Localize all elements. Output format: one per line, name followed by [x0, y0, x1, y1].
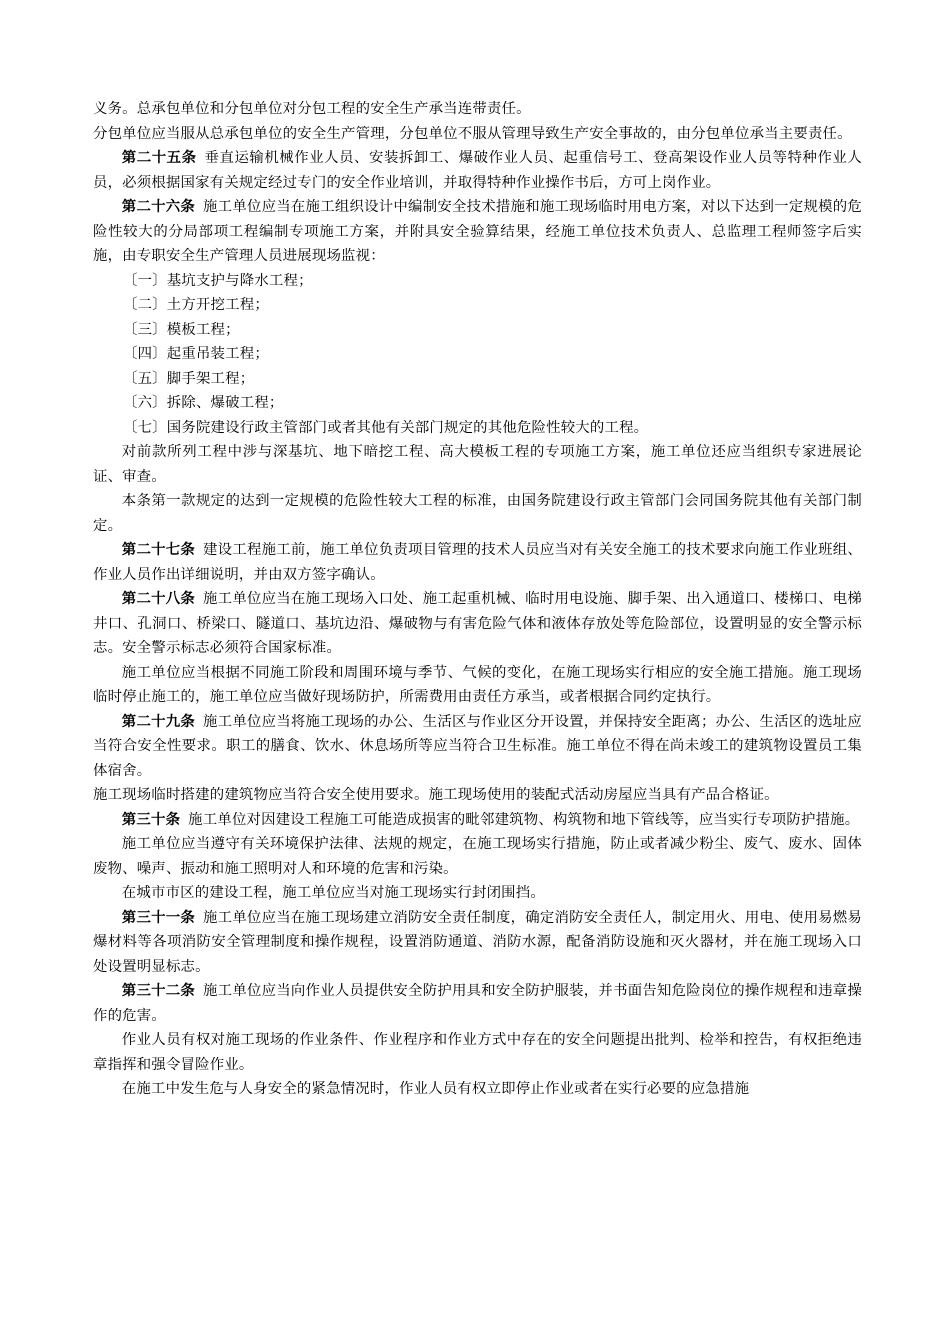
paragraph: [93, 146, 862, 195]
paragraph: [93, 122, 862, 147]
paragraph-text: 施工单位对因建设工程施工可能造成损害的毗邻建筑物、构筑物和地下管线等，应当实行专项防护措施。: [188, 811, 860, 828]
paragraph: [93, 538, 862, 587]
paragraph: [93, 881, 862, 906]
article-number: 第三十条: [121, 810, 181, 828]
paragraph: [93, 832, 862, 881]
paragraph-text: 〔七〕国务院建设行政主管部门或者其他有关部门规定的其他危险性较大的工程。: [123, 419, 649, 436]
article-number: 第二十八条: [121, 590, 196, 607]
paragraph: [93, 195, 862, 269]
paragraph-text: 建设工程施工前，施工单位负责项目管理的技术人员应当对有关安全施工的技术要求向施工作业班组、作业人员作出详细说明，并由双方签字确认。: [93, 542, 862, 583]
paragraph-text: 义务。总承包单位和分包单位对分包工程的安全生产承当连带责任。: [93, 101, 531, 117]
paragraph-text: 施工单位应当在施工现场入口处、施工起重机械、临时用电设施、脚手架、出入通道口、楼梯口、电梯井口、孔洞口、桥梁口、隧道口、基坑边沿、爆破物与有害危险气体和液体存放处等危险部位，设置明显的安全警示标志。安全警示标志必须符合国家标准。: [93, 591, 862, 656]
paragraph: [93, 661, 862, 710]
article-number: 第二十七条: [121, 541, 196, 558]
article-number: 第三十二条: [121, 982, 196, 999]
paragraph-text: 本条第一款规定的达到一定规模的危险性较大工程的标准，由国务院建设行政主管部门会同国务院其他有关部门制定。: [93, 493, 862, 534]
paragraph-text: 施工单位应当在施工组织设计中编制安全技术措施和施工现场临时用电方案，对以下达到一定规模的危险性较大的分局部项工程编制专项施工方案，并附具安全验算结果，经施工单位技术负责人、总监理工程师签字后实施，由专职安全生产管理人员进展现场监视：: [93, 199, 862, 264]
paragraph: [93, 1028, 862, 1077]
list-item: [93, 293, 862, 318]
paragraph-text: 施工单位应当遵守有关环境保护法律、法规的规定，在施工现场实行措施，防止或者减少粉尘、废气、废水、固体废物、噪声、振动和施工照明对人和环境的危害和污染。: [93, 836, 862, 877]
paragraph: [93, 808, 862, 833]
article-number: 第二十九条: [121, 712, 196, 730]
list-item: [93, 269, 862, 294]
paragraph-text: 〔二〕土方开挖工程；: [123, 297, 269, 313]
paragraph: [93, 489, 862, 538]
paragraph-text: 在城市市区的建设工程，施工单位应当对施工现场实行封闭围挡。: [121, 885, 545, 901]
paragraph-text: 对前款所列工程中涉与深基坑、地下暗挖工程、高大模板工程的专项施工方案，施工单位还应当组织专家进展论证、审查。: [93, 444, 862, 485]
paragraph-text: 〔五〕脚手架工程；: [123, 370, 255, 387]
article-number: 第二十六条: [121, 198, 196, 215]
paragraph-text: 施工现场临时搭建的建筑物应当符合安全使用要求。施工现场使用的装配式活动房屋应当具有产品合格证。: [93, 787, 779, 803]
article-number: 第三十一条: [121, 908, 196, 926]
article-number: 第二十五条: [121, 149, 197, 166]
list-item: [93, 416, 862, 441]
paragraph-text: 〔三〕模板工程；: [123, 321, 240, 338]
paragraph: [93, 1077, 862, 1102]
list-item: [93, 367, 862, 392]
paragraph: [93, 979, 862, 1028]
paragraph-text: 〔六〕拆除、爆破工程；: [123, 395, 284, 411]
paragraph-text: 在施工中发生危与人身安全的紧急情况时，作业人员有权立即停止作业或者在实行必要的应急措施: [121, 1081, 750, 1097]
paragraph: [93, 906, 862, 980]
document-body: [93, 97, 862, 1102]
paragraph-text: 施工单位应当根据不同施工阶段和周围环境与季节、气候的变化，在施工现场实行相应的安全施工措施。施工现场临时停止施工的，施工单位应当做好现场防护，所需费用由责任方承当，或者根据合同约定执行。: [93, 664, 862, 705]
paragraph-text: 施工单位应当将施工现场的办公、生活区与作业区分开设置，并保持安全距离；办公、生活区的选址应当符合安全性要求。职工的膳食、饮水、休息场所等应当符合卫生标准。施工单位不得在尚未竣工的建筑物设置员工集体宿舍。: [93, 713, 862, 779]
paragraph: [93, 97, 862, 122]
paragraph-text: 施工单位应当在施工现场建立消防安全责任制度，确定消防安全责任人，制定用火、用电、使用易燃易爆材料等各项消防安全管理制度和操作规程，设置消防通道、消防水源，配备消防设施和灭火器材，并在施工现场入口处设置明显标志。: [93, 909, 862, 975]
paragraph-text: 分包单位应当服从总承包单位的安全生产管理，分包单位不服从管理导致生产安全事故的，由分包单位承当主要责任。: [93, 125, 852, 142]
paragraph-text: 〔四〕起重吊装工程；: [123, 346, 269, 362]
paragraph: [93, 783, 862, 808]
paragraph-text: 施工单位应当向作业人员提供安全防护用具和安全防护服装，并书面告知危险岗位的操作规程和违章操作的危害。: [93, 983, 862, 1024]
paragraph: [93, 440, 862, 489]
paragraph-text: 作业人员有权对施工现场的作业条件、作业程序和作业方式中存在的安全问题提出批判、检举和控告，有权拒绝违章指挥和强令冒险作业。: [93, 1032, 862, 1073]
paragraph: [93, 710, 862, 784]
paragraph-text: 垂直运输机械作业人员、安装拆卸工、爆破作业人员、起重信号工、登高架设作业人员等特种作业人员，必须根据国家有关规定经过专门的安全作业培训，并取得特种作业操作书后，方可上岗作业。: [93, 150, 862, 191]
list-item: [93, 318, 862, 343]
list-item: [93, 342, 862, 367]
list-item: [93, 391, 862, 416]
paragraph: [93, 587, 862, 661]
paragraph-text: 〔一〕基坑支护与降水工程；: [123, 272, 313, 289]
